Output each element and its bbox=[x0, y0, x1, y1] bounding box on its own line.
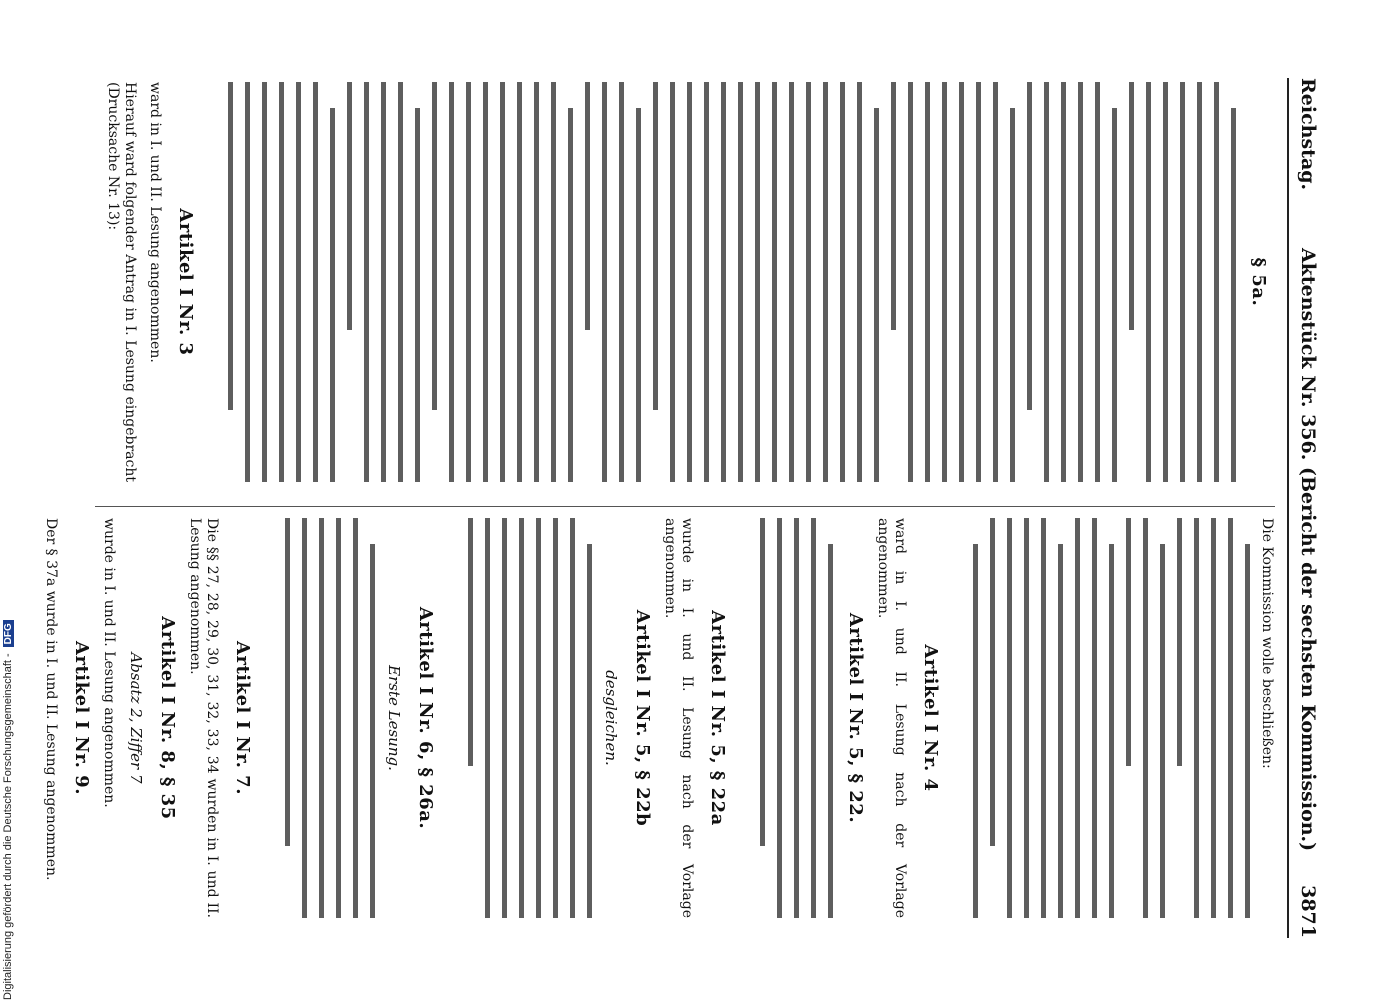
text-line bbox=[336, 518, 341, 918]
text-line bbox=[1231, 108, 1236, 482]
text-line bbox=[228, 82, 233, 410]
article-subheading: desgleichen. bbox=[602, 670, 620, 766]
text-line bbox=[840, 82, 845, 482]
text-line bbox=[449, 82, 454, 482]
header-title: Aktenstück Nr. 356. (Bericht der sechsten Kommission.) bbox=[1297, 248, 1319, 852]
text-line bbox=[517, 82, 522, 482]
text-line bbox=[704, 82, 709, 482]
text-line bbox=[262, 82, 267, 482]
text-line bbox=[1078, 82, 1083, 482]
text-line bbox=[483, 82, 488, 482]
text-line bbox=[1197, 82, 1202, 482]
text-line bbox=[468, 518, 473, 766]
article-heading: Artikel I Nr. 7. bbox=[232, 641, 253, 795]
text-line bbox=[1245, 544, 1250, 918]
text-line bbox=[319, 518, 324, 918]
text-line bbox=[302, 518, 307, 918]
text-line bbox=[279, 82, 284, 482]
text-line bbox=[353, 518, 358, 918]
text-line bbox=[1177, 518, 1182, 766]
text-line bbox=[976, 82, 981, 482]
text-line bbox=[993, 82, 998, 482]
text-line bbox=[370, 544, 375, 918]
article-decision: wurde in I. und II. Lesung angenommen. bbox=[101, 518, 117, 808]
text-line bbox=[1024, 518, 1029, 918]
text-line bbox=[432, 82, 437, 410]
text-line bbox=[687, 82, 692, 482]
text-line bbox=[942, 82, 947, 482]
left-column bbox=[95, 82, 1275, 482]
right-column bbox=[43, 518, 1275, 918]
header-left: Reichstag. bbox=[1297, 78, 1319, 191]
article-text: Der § 37a wurde in I. und II. Lesung angenommen. bbox=[43, 518, 59, 881]
text-line bbox=[536, 518, 541, 918]
credit-text: Digitalisierung gefördert durch die Deutsche Forschungsgemeinschaft - bbox=[2, 653, 14, 1000]
text-line bbox=[908, 82, 913, 482]
article-heading: Artikel I Nr. 9. bbox=[71, 641, 92, 795]
closing-paragraph: Hierauf ward folgender Antrag in I. Lesung eingebracht (Drucksache Nr. 13): bbox=[105, 82, 138, 482]
article-text: Die §§ 27, 28, 29, 30, 31, 32, 33, 34 wurden in I. und II. Lesung angenommen. bbox=[187, 518, 220, 918]
text-line bbox=[777, 518, 782, 918]
text-line bbox=[1010, 108, 1015, 482]
article-heading: Artikel I Nr. 8, § 35 bbox=[157, 616, 178, 820]
text-line bbox=[568, 108, 573, 482]
dfg-logo: DFG bbox=[3, 620, 14, 647]
text-line bbox=[285, 518, 290, 846]
article-heading: Artikel I Nr. 6, § 26a. bbox=[415, 606, 436, 830]
text-line bbox=[585, 82, 590, 330]
text-line bbox=[636, 108, 641, 482]
page-number: 3871 bbox=[1297, 885, 1319, 938]
article-heading: Artikel I Nr. 5, § 22. bbox=[845, 612, 866, 824]
text-line bbox=[1163, 82, 1168, 482]
page-header bbox=[1287, 78, 1325, 938]
text-line bbox=[806, 82, 811, 482]
text-line bbox=[553, 518, 558, 918]
text-line bbox=[1075, 518, 1080, 918]
text-line bbox=[1211, 518, 1216, 918]
text-line bbox=[347, 82, 352, 330]
text-line bbox=[772, 82, 777, 482]
text-line bbox=[1041, 518, 1046, 918]
text-line bbox=[534, 82, 539, 482]
article-subheading: Absatz 2, Ziffer 7 bbox=[127, 652, 145, 784]
text-line bbox=[823, 82, 828, 482]
article-decision: ward in I. und II. Lesung nach der Vorlage angenommen. bbox=[875, 518, 908, 918]
text-line bbox=[874, 108, 879, 482]
text-line bbox=[1160, 544, 1165, 918]
text-line bbox=[670, 82, 675, 482]
text-line bbox=[811, 518, 816, 918]
article-heading: Artikel I Nr. 4 bbox=[920, 644, 941, 792]
text-line bbox=[794, 518, 799, 918]
text-line bbox=[789, 82, 794, 482]
text-line bbox=[925, 82, 930, 482]
text-line bbox=[653, 82, 658, 410]
text-line bbox=[738, 82, 743, 482]
text-line bbox=[1146, 82, 1151, 482]
text-line bbox=[1143, 518, 1148, 918]
column-divider bbox=[95, 506, 1275, 507]
text-line bbox=[398, 82, 403, 482]
text-line bbox=[502, 518, 507, 918]
intro-paragraph: Die Kommission wolle beschließen: bbox=[1259, 518, 1275, 769]
text-line bbox=[828, 544, 833, 918]
text-line bbox=[1214, 82, 1219, 482]
text-line bbox=[1058, 544, 1063, 918]
article-heading: Artikel I Nr. 5, § 22a bbox=[707, 610, 728, 826]
text-line bbox=[296, 82, 301, 482]
text-line bbox=[466, 82, 471, 482]
text-line bbox=[1061, 82, 1066, 482]
article-decision: wurde in I. und II. Lesung nach der Vorlage angenommen. bbox=[662, 518, 695, 918]
text-line bbox=[973, 544, 978, 918]
text-line bbox=[1180, 82, 1185, 482]
article-heading: Artikel I Nr. 5, § 22b bbox=[632, 609, 653, 827]
text-line bbox=[587, 544, 592, 918]
text-line bbox=[721, 82, 726, 482]
text-line bbox=[245, 82, 250, 482]
text-line bbox=[1126, 518, 1131, 766]
text-line bbox=[891, 82, 896, 330]
text-line bbox=[551, 82, 556, 482]
text-line bbox=[990, 518, 995, 846]
text-line bbox=[381, 82, 386, 482]
article-decision: ward in I. und II. Lesung angenommen. bbox=[147, 82, 163, 363]
text-line bbox=[519, 518, 524, 918]
text-line bbox=[959, 82, 964, 482]
section-heading: § 5a. bbox=[1248, 257, 1269, 307]
text-line bbox=[313, 82, 318, 482]
text-line bbox=[602, 82, 607, 482]
text-line bbox=[760, 518, 765, 846]
text-line bbox=[1109, 544, 1114, 918]
text-line bbox=[1027, 82, 1032, 410]
text-line bbox=[500, 82, 505, 482]
text-line bbox=[1095, 82, 1100, 482]
text-line bbox=[857, 82, 862, 482]
text-line bbox=[570, 518, 575, 918]
article-subheading: Erste Lesung. bbox=[385, 665, 403, 771]
text-line bbox=[330, 108, 335, 482]
text-line bbox=[619, 82, 624, 482]
text-line bbox=[485, 518, 490, 918]
text-line bbox=[415, 108, 420, 482]
text-line bbox=[364, 82, 369, 482]
digitization-credit bbox=[2, 620, 14, 1000]
text-line bbox=[1194, 518, 1199, 918]
text-line bbox=[1129, 82, 1134, 330]
text-line bbox=[755, 82, 760, 482]
text-line bbox=[1228, 518, 1233, 918]
text-line bbox=[1044, 82, 1049, 482]
article-heading: Artikel I Nr. 3 bbox=[175, 208, 196, 356]
text-line bbox=[1112, 108, 1117, 482]
text-line bbox=[1092, 518, 1097, 918]
text-line bbox=[1007, 518, 1012, 918]
